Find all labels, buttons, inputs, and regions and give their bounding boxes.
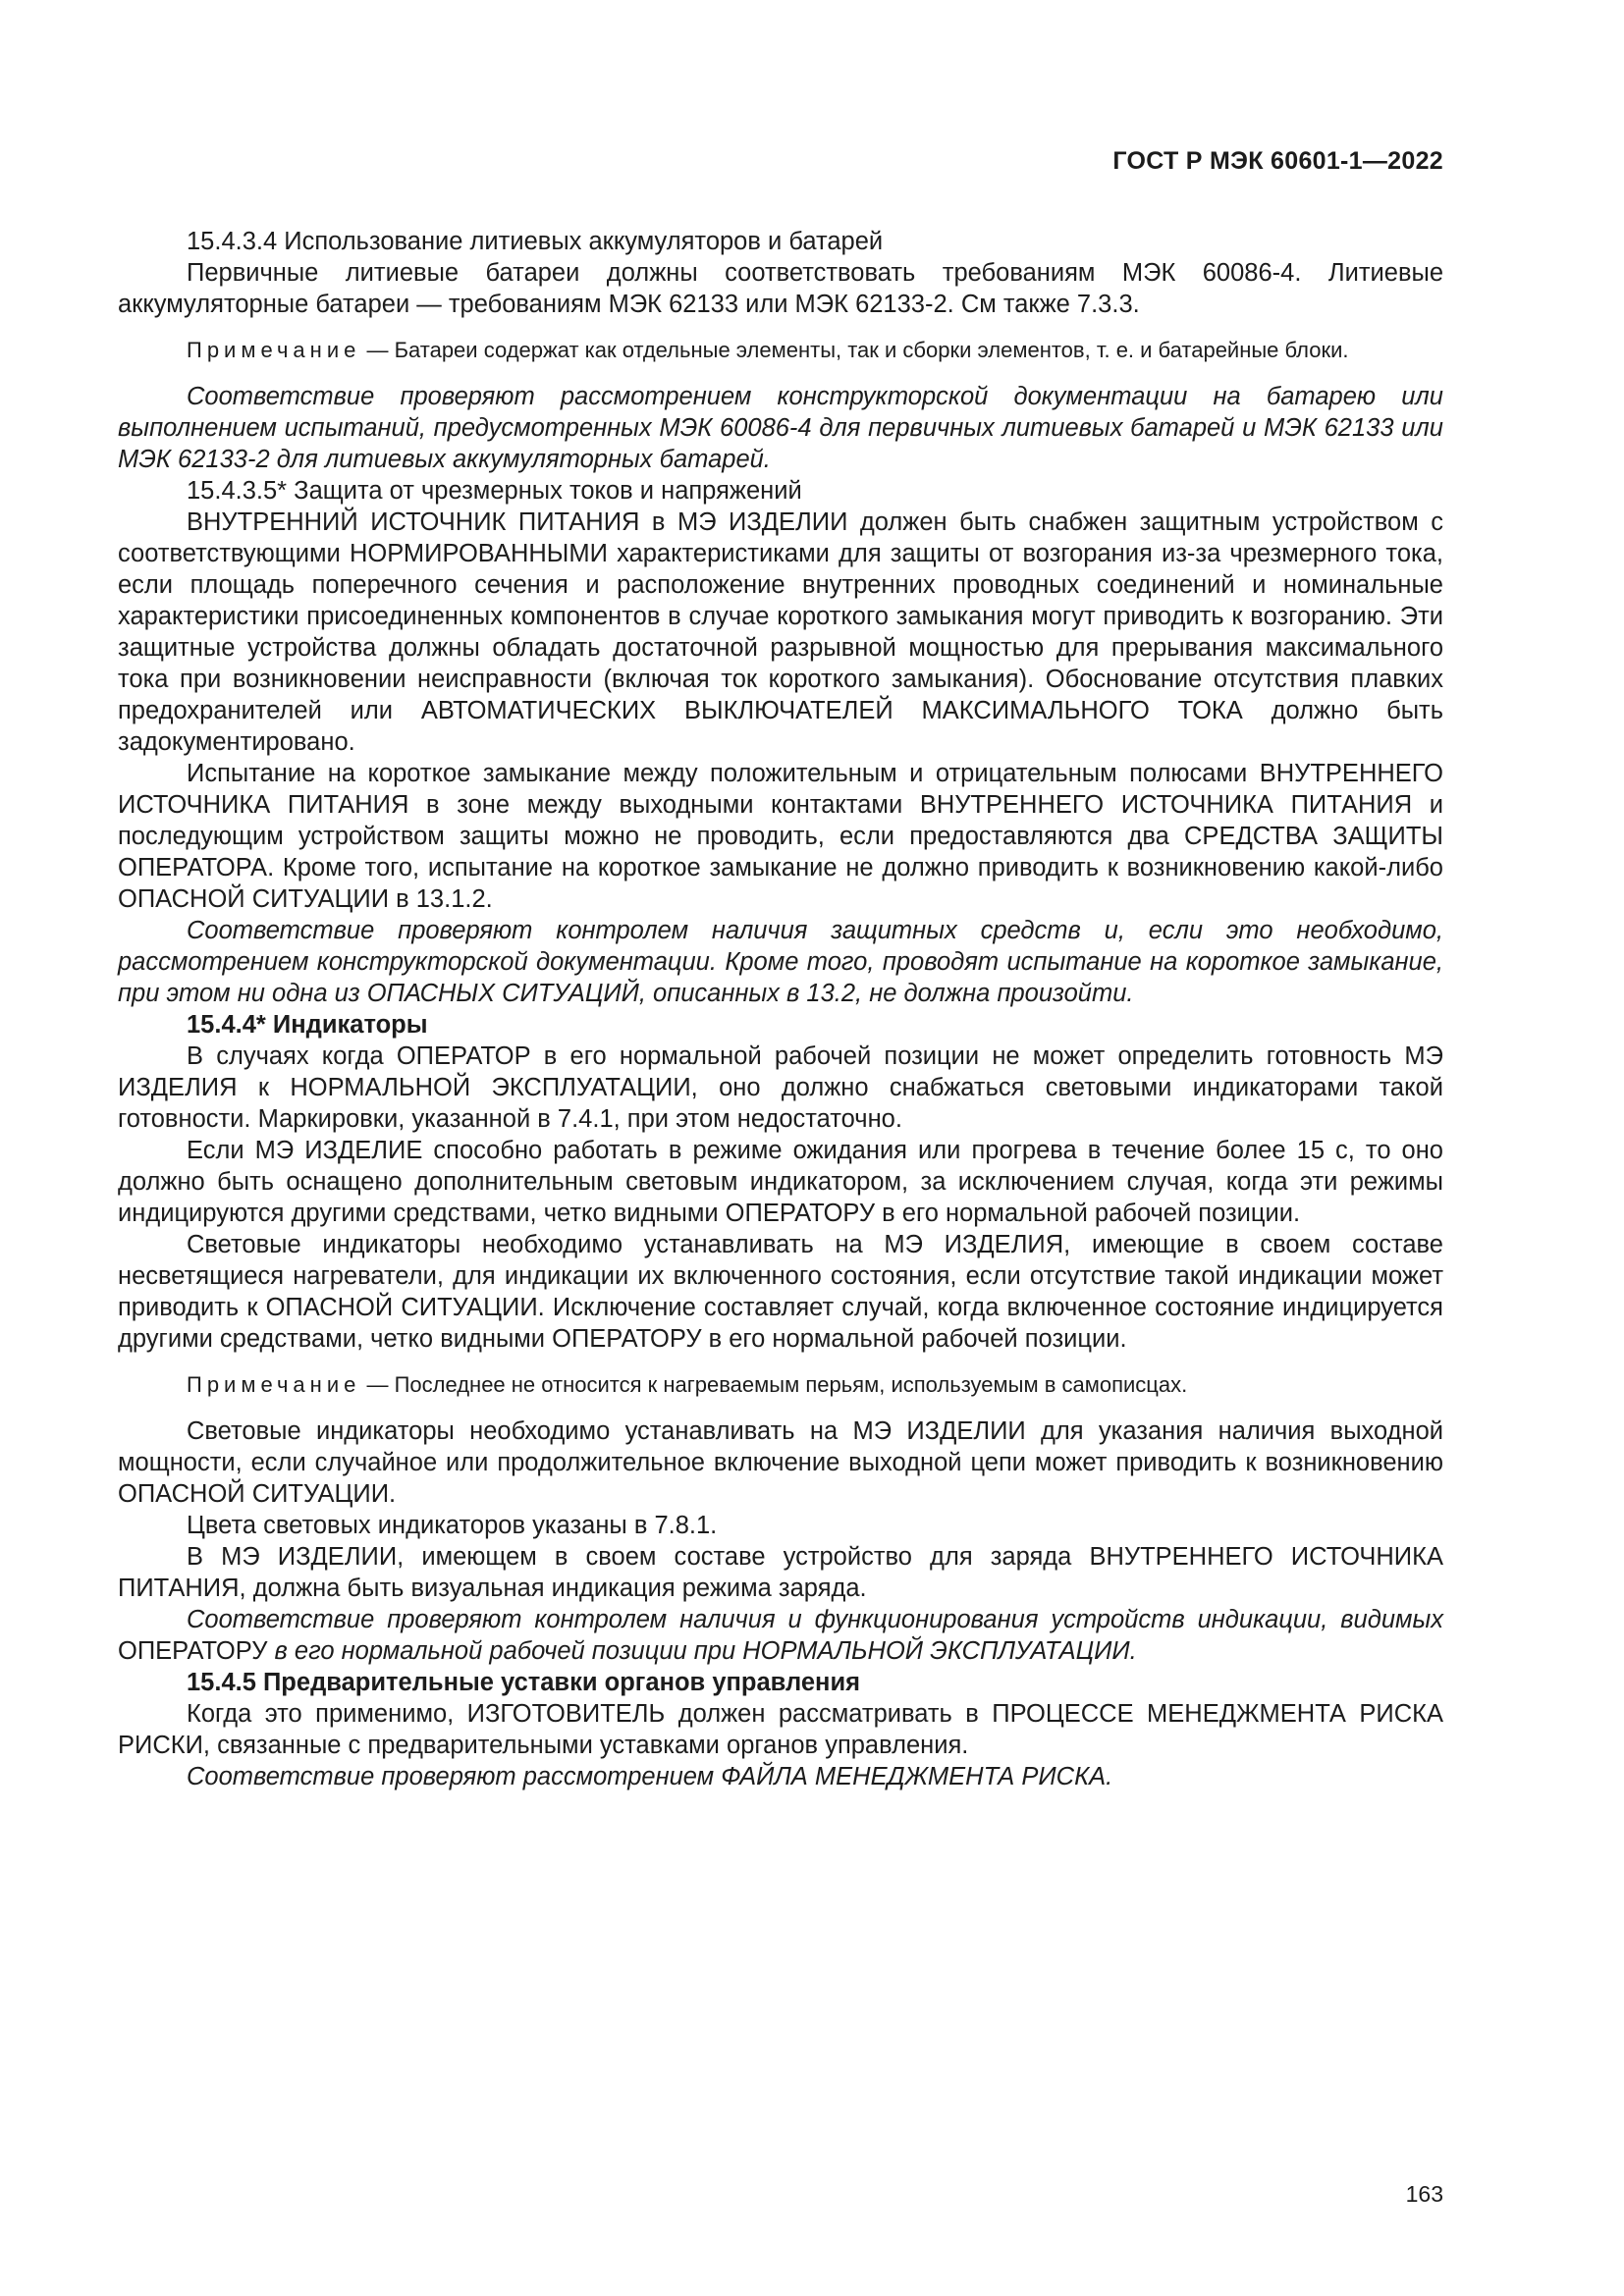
note-label: Примечание [187, 1372, 361, 1397]
compliance-text: Соответствие проверяют контролем наличия и функционирования устройств индикации, видимых [187, 1606, 1443, 1633]
note [118, 1370, 1443, 1400]
paragraph: В случаях когда ОПЕРАТОР в его нормальной рабочей позиции не может определить готовность МЭ ИЗДЕЛИЯ к НОРМАЛЬНОЙ ЭКСПЛУАТАЦИИ, оно должно снабжаться световыми индикаторами такой готовности. Маркировки, указанной в 7.4.1, при этом недостаточно. [118, 1042, 1443, 1133]
paragraph: Первичные литиевые батареи должны соответствовать требованиям МЭК 60086-4. Литиевые аккумуляторные батареи — требованиям МЭК 62133 или МЭК 62133-2. См также 7.3.3. [118, 259, 1443, 318]
section-15-4-3-5-title: 15.4.3.5* Защита от чрезмерных токов и напряжений [187, 477, 802, 505]
note-text: — Батареи содержат как отдельные элементы, так и сборки элементов, т. е. и батарейные блоки. [360, 338, 1349, 362]
note [118, 336, 1443, 365]
paragraph: В МЭ ИЗДЕЛИИ, имеющем в своем составе устройство для заряда ВНУТРЕННЕГО ИСТОЧНИКА ПИТАНИЯ, должна быть визуальная индикация режима заряда. [118, 1543, 1443, 1602]
compliance-paragraph: Соответствие проверяют рассмотрением ФАЙЛА МЕНЕДЖМЕНТА РИСКА. [187, 1763, 1113, 1790]
paragraph: Когда это применимо, ИЗГОТОВИТЕЛЬ должен рассматривать в ПРОЦЕССЕ МЕНЕДЖМЕНТА РИСКА РИСКИ, связанные с предварительными уставками органов управления. [118, 1700, 1443, 1759]
section-15-4-4-title: 15.4.4* Индикаторы [187, 1011, 428, 1039]
compliance-text: в его нормальной рабочей позиции при НОРМАЛЬНОЙ ЭКСПЛУАТАЦИИ. [267, 1637, 1137, 1665]
note-label: Примечание [187, 338, 361, 362]
compliance-term: ОПЕРАТОРУ [118, 1637, 268, 1665]
paragraph: Если МЭ ИЗДЕЛИЕ способно работать в режиме ожидания или прогрева в течение более 15 с, то оно должно быть оснащено дополнительным световым индикатором, за исключением случая, когда эти режимы индицируются другими средствами, четко видными ОПЕРАТОРУ в его нормальной рабочей позиции. [118, 1137, 1443, 1227]
standard-header: ГОСТ Р МЭК 60601-1—2022 [1112, 147, 1443, 175]
paragraph: ВНУТРЕННИЙ ИСТОЧНИК ПИТАНИЯ в МЭ ИЗДЕЛИИ должен быть снабжен защитным устройством с соответствующими НОРМИРОВАННЫМИ характеристиками для защиты от возгорания из-за чрезмерного тока, если площадь поперечного сечения и расположение внутренних проводных соединений и номинальные характеристики присоединенных компонентов в случае короткого замыкания могут приводить к возгоранию. Эти защитные устройства должны обладать достаточной разрывной мощностью для прерывания максимального тока при возникновении неисправности (включая ток короткого замыкания). Обоснование отсутствия плавких предохранителей или АВТОМАТИЧЕСКИХ ВЫКЛЮЧАТЕЛЕЙ МАКСИМАЛЬНОГО ТОКА должно быть задокументировано. [118, 508, 1443, 756]
paragraph: Световые индикаторы необходимо устанавливать на МЭ ИЗДЕЛИИ для указания наличия выходной мощности, если случайное или продолжительное включение выходной цепи может приводить к возникновению ОПАСНОЙ СИТУАЦИИ. [118, 1417, 1443, 1508]
compliance-paragraph: Соответствие проверяют контролем наличия защитных средств и, если это необходимо, рассмотрением конструкторской документации. Кроме того, проводят испытание на короткое замыкание, при этом ни одна из ОПАСНЫХ СИТУАЦИЙ, описанных в 13.2, не должна произойти. [118, 917, 1443, 1007]
paragraph: Цвета световых индикаторов указаны в 7.8.1. [187, 1512, 718, 1539]
section-15-4-5-title: 15.4.5 Предварительные уставки органов управления [187, 1669, 860, 1696]
section-15-4-3-4-title: 15.4.3.4 Использование литиевых аккумуляторов и батарей [187, 228, 884, 255]
compliance-paragraph: Соответствие проверяют рассмотрением конструкторской документации на батарею или выполнением испытаний, предусмотренных МЭК 60086-4 для первичных литиевых батарей и МЭК 62133 или МЭК 62133-2 для литиевых аккумуляторных батарей. [118, 383, 1443, 473]
paragraph: Испытание на короткое замыкание между положительным и отрицательным полюсами ВНУТРЕННЕГО ИСТОЧНИКА ПИТАНИЯ в зоне между выходными контактами ВНУТРЕННЕГО ИСТОЧНИКА ПИТАНИЯ и последующим устройством защиты можно не проводить, если предоставляются два СРЕДСТВА ЗАЩИТЫ ОПЕРАТОРА. Кроме того, испытание на короткое замыкание не должно приводить к возникновению какой-либо ОПАСНОЙ СИТУАЦИИ в 13.1.2. [118, 760, 1443, 913]
paragraph: Световые индикаторы необходимо устанавливать на МЭ ИЗДЕЛИЯ, имеющие в своем составе несветящиеся нагреватели, для индикации их включенного состояния, если отсутствие такой индикации может приводить к ОПАСНОЙ СИТУАЦИИ. Исключение составляет случай, когда включенное состояние индицируется другими средствами, четко видными ОПЕРАТОРУ в его нормальной рабочей позиции. [118, 1231, 1443, 1353]
document-body [118, 226, 1443, 1792]
page-number: 163 [1405, 2181, 1443, 2207]
compliance-paragraph [118, 1604, 1443, 1667]
note-text: — Последнее не относится к нагреваемым перьям, используемым в самописцах. [360, 1372, 1188, 1397]
